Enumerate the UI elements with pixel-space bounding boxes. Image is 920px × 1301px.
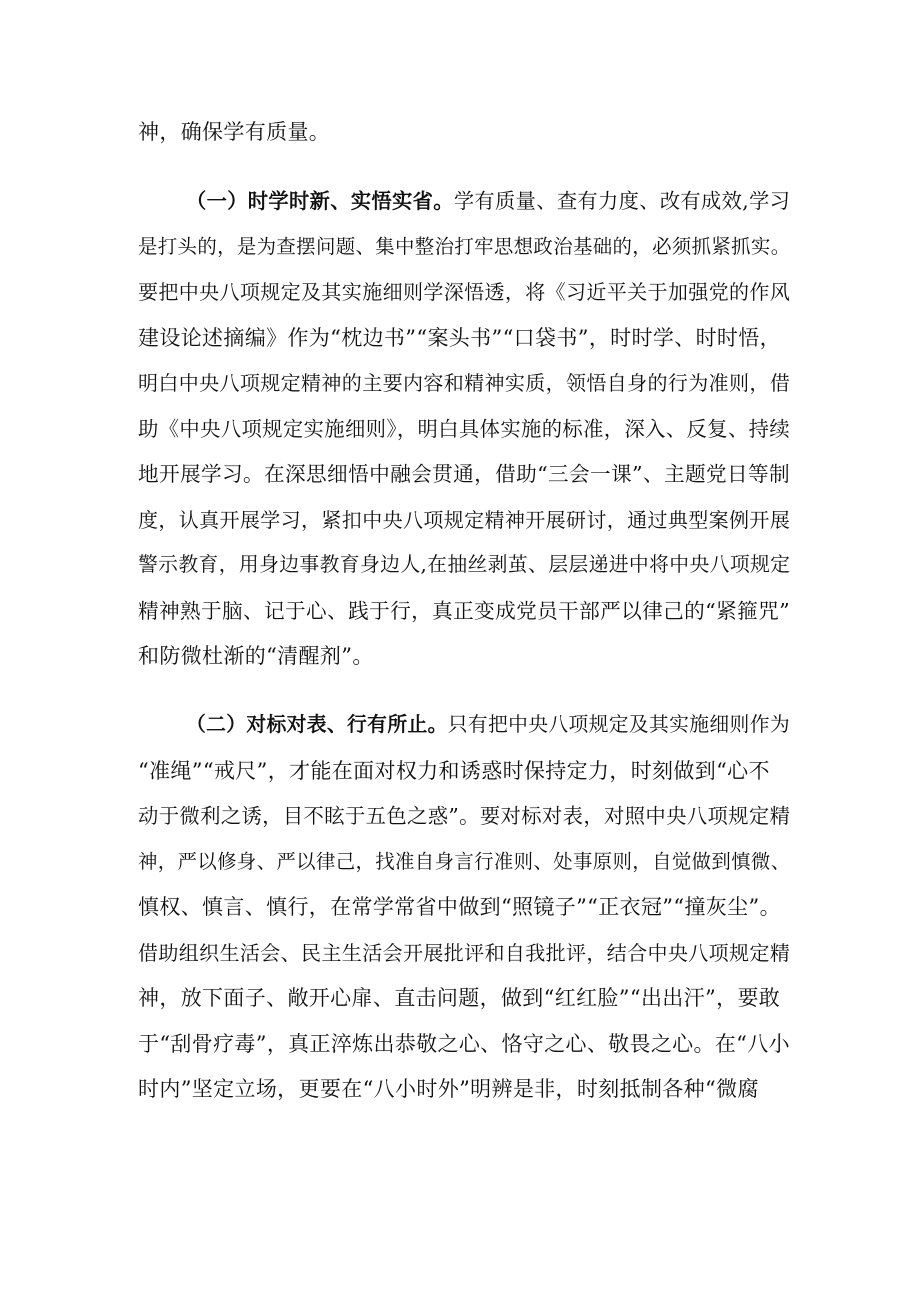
- section-2-line-5: 借助组织生活会、民主生活会开展批评和自我批评，结合中央八项规定精: [138, 941, 791, 965]
- section-1-line-3: 建设论述摘编》作为“枕边书”“案头书”“口袋书”，时时学、时时悟，: [138, 326, 781, 350]
- section-2-line-6: 神，放下面子、敞开心扉、直击问题，做到“红红脸”“出出汗”，要敢: [138, 986, 781, 1010]
- section-1-line-2: 要把中央八项规定及其实施细则学深悟透，将《习近平关于加强党的作风: [138, 280, 791, 304]
- section-2-heading: （二）对标对表、行有所止。: [186, 713, 448, 736]
- section-2-line-7: 于“刮骨疗毒”，真正淬炼出恭敬之心、恪守之心、敬畏之心。在“八小: [138, 1032, 790, 1056]
- section-1-line-6: 地开展学习。在深思细悟中融会贯通，借助“三会一课”、主题党日等制: [138, 462, 791, 486]
- section-1-heading: （一）时学时新、实悟实省。: [186, 189, 454, 213]
- section-1-line-5: 助《中央八项规定实施细则》，明白具体实施的标准，深入、反复、持续: [138, 417, 791, 441]
- section-2-line-8: 时内”坚定立场，更要在“八小时外”明辨是非，时刻抵制各种“微腐: [138, 1077, 759, 1101]
- section-2-line-9: [0, 1117, 920, 1153]
- section-2-line-4: 慎权、慎言、慎行，在常学常省中做到“照镜子”“正衣冠”“撞灰尘”。: [138, 895, 781, 919]
- section-2-first-line: [0, 707, 920, 743]
- opening-line: 神，确保学有质量。: [138, 120, 331, 144]
- section-1-line-7: 度，认真开展学习，紧扣中央八项规定精神开展研讨，通过典型案例开展: [138, 508, 791, 532]
- section-1-line-10: 和防微杜渐的“清醒剂”。: [138, 644, 374, 668]
- section-2-line-0: 只有把中央八项规定及其实施细则作为: [447, 713, 790, 736]
- section-1-line-1: 是打头的，是为查摆问题、集中整治打牢思想政治基础的，必须抓紧抓实。: [138, 235, 791, 258]
- section-2-line-1: “准绳”“戒尺”，才能在面对权力和诱惑时保持定力，时刻做到“心不: [138, 759, 770, 783]
- section-2-line-3: 神，严以修身、严以律己，找准自身言行准则、处事原则，自觉做到慎微、: [138, 850, 791, 873]
- section-1-line-4: 明白中央八项规定精神的主要内容和精神实质，领悟自身的行为准则，借: [138, 371, 791, 395]
- section-1-line-9: 精神熟于脑、记于心、践于行，真正变成党员干部严以律己的“紧箍咒”: [138, 599, 791, 623]
- section-1-first-line: [0, 183, 920, 219]
- section-2-line-2: 动于微利之诱，目不眩于五色之惑”。要对标对表，对照中央八项规定精: [138, 804, 791, 828]
- section-1-line-0: 学有质量、查有力度、改有成效,学习: [453, 189, 791, 213]
- section-1-line-8: 警示教育，用身边事教育身边人,在抽丝剥茧、层层递进中将中央八项规定: [138, 553, 791, 576]
